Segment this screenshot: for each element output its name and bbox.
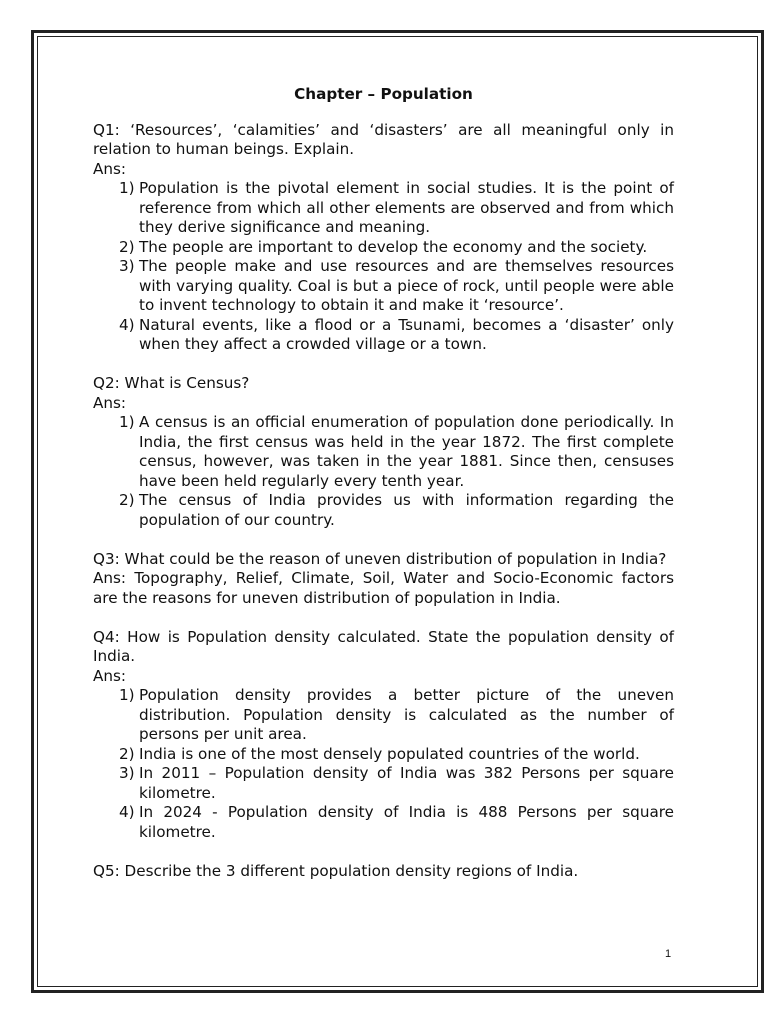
list-item-text: The people are important to develop the economy and the society.: [139, 237, 648, 256]
question-block-q3: [93, 550, 674, 609]
list-item-text: The people make and use resources and are themselves resources with varying quality. Coal is but a piece of rock, until people were able to invent technology to obtain it and make it ‘resource’.: [139, 257, 674, 314]
answer-label: Ans:: [93, 393, 127, 412]
question-text: Q2: What is Census?: [93, 374, 250, 392]
list-item: [93, 686, 674, 745]
list-number: 1): [119, 179, 135, 197]
question-block-q4: [93, 628, 674, 843]
list-item-text: In 2011 – Population density of India was 382 Persons per square kilometre.: [139, 764, 674, 802]
list-number: 2): [119, 744, 135, 763]
answer-text: Ans: Topography, Relief, Climate, Soil, Water and Socio-Economic factors are the reasons for uneven distribution of population in India.: [93, 569, 674, 607]
list-item-text: Population is the pivotal element in social studies. It is the point of reference from which all other elements are observed and from which they derive significance and meaning.: [139, 179, 674, 236]
list-number: 4): [119, 803, 135, 821]
list-item: [93, 316, 674, 355]
list-item-text: The census of India provides us with information regarding the population of our country.: [139, 491, 674, 529]
answer-label: Ans:: [93, 159, 127, 178]
question-block-q5: [93, 862, 674, 882]
list-item: [93, 413, 674, 491]
answer-list: [93, 686, 674, 842]
list-item: [93, 803, 674, 842]
answer-list: [93, 413, 674, 530]
answer-list: [93, 179, 674, 355]
list-item-text: Population density provides a better picture of the uneven distribution. Population density is calculated as the number of persons per unit area.: [139, 686, 674, 743]
list-item: [93, 238, 674, 258]
list-item: [93, 491, 674, 530]
chapter-title: Chapter – Population: [294, 85, 473, 103]
answer-label: Ans:: [93, 666, 127, 685]
list-number: 1): [119, 686, 135, 704]
list-item: [93, 179, 674, 238]
list-item-text: Natural events, like a flood or a Tsunami, becomes a ‘disaster’ only when they affect a crowded village or a town.: [139, 315, 674, 353]
list-number: 3): [119, 764, 135, 782]
question-text: Q1: ‘Resources’, ‘calamities’ and ‘disasters’ are all meaningful only in relation to human beings. Explain.: [93, 120, 674, 158]
question-block-q2: [93, 374, 674, 530]
list-item: [93, 745, 674, 765]
list-item-text: India is one of the most densely populated countries of the world.: [139, 744, 640, 763]
question-text: Q3: What could be the reason of uneven distribution of population in India?: [93, 549, 667, 568]
page-number: 1: [664, 948, 672, 960]
list-item: [93, 257, 674, 316]
list-number: 4): [119, 315, 135, 334]
list-number: 3): [119, 257, 135, 275]
list-number: 2): [119, 491, 135, 509]
question-text: Q5: Describe the 3 different population density regions of India.: [93, 861, 579, 880]
list-number: 1): [119, 413, 135, 431]
list-number: 2): [119, 237, 135, 256]
list-item-text: A census is an official enumeration of population done periodically. In India, the first census was held in the year 1872. The first complete census, however, was taken in the year 1881. Since then, censuses have been held regularly every tenth year.: [139, 413, 674, 490]
list-item: [93, 764, 674, 803]
list-item-text: In 2024 - Population density of India is 488 Persons per square kilometre.: [139, 803, 674, 841]
question-text: Q4: How is Population density calculated. State the population density of India.: [93, 627, 674, 665]
question-block-q1: [93, 121, 674, 355]
page-content: [93, 85, 674, 881]
